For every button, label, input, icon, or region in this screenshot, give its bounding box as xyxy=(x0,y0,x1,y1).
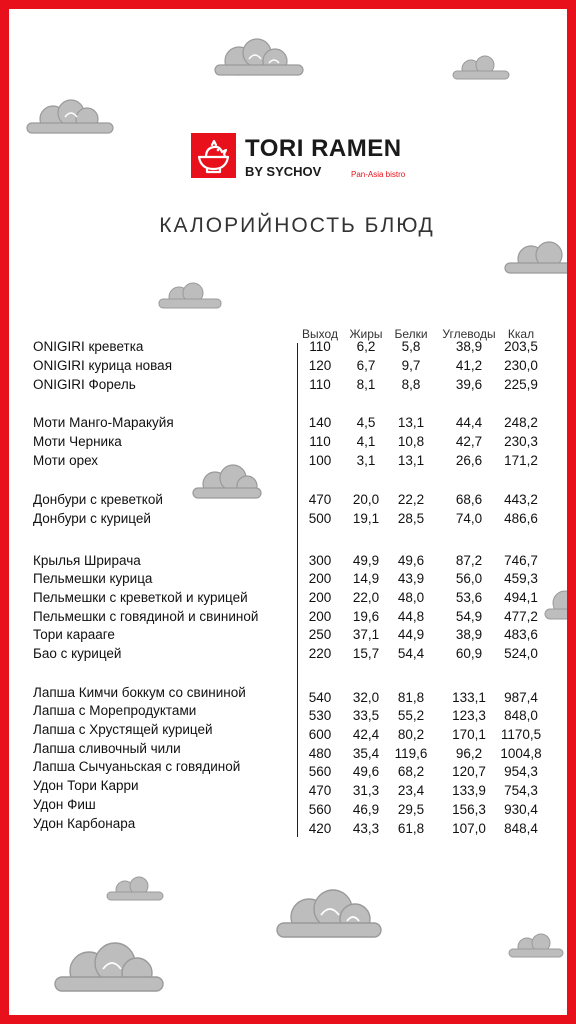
table-row xyxy=(9,646,576,665)
dish-name: Удон Тори Карри xyxy=(33,778,139,793)
cell-kcal: 230,0 xyxy=(504,358,538,373)
cell-protein: 43,9 xyxy=(397,571,425,586)
dish-name: Моти орех xyxy=(33,453,99,468)
cell-protein: 55,2 xyxy=(397,708,425,723)
cell-carbs: 156,3 xyxy=(452,802,486,817)
cell-carbs: 120,7 xyxy=(452,764,486,779)
cell-fat: 6,7 xyxy=(356,358,376,373)
dish-name: Бао с курицей xyxy=(33,646,122,661)
cell-protein: 13,1 xyxy=(397,415,425,430)
table-row xyxy=(9,511,576,530)
table-row xyxy=(9,685,576,704)
cell-output: 200 xyxy=(308,590,332,605)
cell-fat: 49,6 xyxy=(352,764,380,779)
cell-protein: 81,8 xyxy=(397,690,425,705)
cell-protein: 23,4 xyxy=(397,783,425,798)
cell-carbs: 56,0 xyxy=(455,571,483,586)
cell-carbs: 107,0 xyxy=(452,821,486,836)
cell-kcal: 930,4 xyxy=(504,802,538,817)
cell-fat: 19,1 xyxy=(352,511,380,526)
cell-protein: 44,9 xyxy=(397,627,425,642)
cell-kcal: 524,0 xyxy=(504,646,538,661)
cell-kcal: 954,3 xyxy=(504,764,538,779)
cell-fat: 8,1 xyxy=(356,377,376,392)
cloud-decoration xyxy=(49,937,169,1007)
cloud-decoration xyxy=(23,97,119,141)
cell-fat: 42,4 xyxy=(352,727,380,742)
cell-carbs: 26,6 xyxy=(455,453,483,468)
dish-name: Моти Черника xyxy=(33,434,122,449)
cell-protein: 9,7 xyxy=(401,358,421,373)
cell-fat: 15,7 xyxy=(352,646,380,661)
cell-output: 560 xyxy=(308,802,332,817)
brand-tagline: Pan-Asia bistro xyxy=(351,170,406,179)
dish-name: Удон Фиш xyxy=(33,797,96,812)
cell-kcal: 754,3 xyxy=(504,783,538,798)
dish-name: Крылья Шрирача xyxy=(33,553,141,568)
cell-kcal: 746,7 xyxy=(504,553,538,568)
cell-carbs: 39,6 xyxy=(455,377,483,392)
table-row xyxy=(9,759,576,778)
cell-carbs: 123,3 xyxy=(452,708,486,723)
table-row xyxy=(9,339,576,358)
cell-protein: 22,2 xyxy=(397,492,425,507)
cell-output: 250 xyxy=(308,627,332,642)
brand-subtitle: BY SYCHOV xyxy=(245,164,322,179)
dish-name: Лапша с Хрустящей курицей xyxy=(33,722,213,737)
cell-kcal: 1004,8 xyxy=(500,746,542,761)
cell-carbs: 96,2 xyxy=(455,746,483,761)
cell-output: 120 xyxy=(308,358,332,373)
cell-output: 480 xyxy=(308,746,332,761)
table-row xyxy=(9,741,576,760)
table-row xyxy=(9,816,576,835)
cell-kcal: 443,2 xyxy=(504,492,538,507)
cell-kcal: 248,2 xyxy=(504,415,538,430)
dish-name: Лапша Сычуаньская с говядиной xyxy=(33,759,241,774)
dish-name: Пельмешки курица xyxy=(33,571,153,586)
dish-name: Лапша Кимчи боккум со свининой xyxy=(33,685,246,700)
cell-protein: 49,6 xyxy=(397,553,425,568)
cell-carbs: 38,9 xyxy=(455,627,483,642)
table-row xyxy=(9,722,576,741)
cloud-decoration xyxy=(103,875,167,907)
cell-kcal: 230,3 xyxy=(504,434,538,449)
dish-name: Пельмешки с говядиной и свининой xyxy=(33,609,259,624)
cell-carbs: 68,6 xyxy=(455,492,483,507)
table-row xyxy=(9,492,576,511)
cell-fat: 43,3 xyxy=(352,821,380,836)
cloud-decoration xyxy=(269,887,389,953)
table-row xyxy=(9,590,576,609)
dish-name: Лапша с Морепродуктами xyxy=(33,703,197,718)
cell-fat: 33,5 xyxy=(352,708,380,723)
page-title: КАЛОРИЙНОСТЬ БЛЮД xyxy=(159,214,435,237)
cell-fat: 20,0 xyxy=(352,492,380,507)
cell-protein: 8,8 xyxy=(401,377,421,392)
cell-fat: 46,9 xyxy=(352,802,380,817)
cell-carbs: 54,9 xyxy=(455,609,483,624)
table-row xyxy=(9,571,576,590)
cell-carbs: 42,7 xyxy=(455,434,483,449)
cell-output: 110 xyxy=(309,434,331,449)
cell-output: 500 xyxy=(308,511,332,526)
header-kcal: Ккал xyxy=(507,327,535,341)
cell-kcal: 483,6 xyxy=(504,627,538,642)
header-output: Выход xyxy=(302,327,338,341)
brand-name: TORI RAMEN xyxy=(245,135,402,162)
cell-output: 220 xyxy=(308,646,332,661)
cell-carbs: 133,1 xyxy=(452,690,486,705)
cell-output: 110 xyxy=(309,339,331,354)
dish-name: Моти Манго-Маракуйя xyxy=(33,415,174,430)
cell-protein: 80,2 xyxy=(397,727,425,742)
cell-output: 540 xyxy=(308,690,332,705)
cloud-decoration xyxy=(501,239,576,281)
cell-fat: 14,9 xyxy=(352,571,380,586)
table-row xyxy=(9,415,576,434)
cloud-decoration xyxy=(507,933,567,963)
cell-protein: 68,2 xyxy=(397,764,425,779)
cell-fat: 6,2 xyxy=(356,339,376,354)
cell-output: 470 xyxy=(308,492,332,507)
cell-kcal: 486,6 xyxy=(504,511,538,526)
cell-output: 470 xyxy=(308,783,332,798)
cloud-decoration xyxy=(155,281,225,315)
table-row xyxy=(9,797,576,816)
cell-kcal: 987,4 xyxy=(504,690,538,705)
cell-fat: 32,0 xyxy=(352,690,380,705)
header-protein: Белки xyxy=(394,327,428,341)
cell-output: 420 xyxy=(308,821,332,836)
cell-protein: 48,0 xyxy=(397,590,425,605)
cell-carbs: 74,0 xyxy=(455,511,483,526)
cell-carbs: 38,9 xyxy=(455,339,483,354)
cell-fat: 3,1 xyxy=(356,453,376,468)
cloud-decoration xyxy=(209,37,309,83)
cell-kcal: 494,1 xyxy=(504,590,538,605)
cell-kcal: 848,0 xyxy=(504,708,538,723)
dish-name: Лапша сливочный чили xyxy=(33,741,181,756)
cell-output: 300 xyxy=(308,553,332,568)
table-row xyxy=(9,609,576,628)
cell-protein: 44,8 xyxy=(397,609,425,624)
cell-protein: 119,6 xyxy=(394,746,428,761)
dish-name: ONIGIRI курица новая xyxy=(33,358,173,373)
dish-name: Удон Карбонара xyxy=(33,816,136,831)
table-row xyxy=(9,703,576,722)
cell-kcal: 225,9 xyxy=(504,377,538,392)
cell-protein: 13,1 xyxy=(397,453,425,468)
dish-name: ONIGIRI креветка xyxy=(33,339,144,354)
dish-name: Донбури с курицей xyxy=(33,511,151,526)
cell-protein: 28,5 xyxy=(397,511,425,526)
cell-output: 560 xyxy=(308,764,332,779)
table-row xyxy=(9,453,576,472)
cell-carbs: 41,2 xyxy=(455,358,483,373)
cell-output: 110 xyxy=(309,377,331,392)
cell-carbs: 170,1 xyxy=(452,727,486,742)
cell-output: 600 xyxy=(308,727,332,742)
cell-carbs: 53,6 xyxy=(455,590,483,605)
cell-carbs: 133,9 xyxy=(452,783,486,798)
cell-protein: 10,8 xyxy=(397,434,425,449)
dish-name: Пельмешки с креветкой и курицей xyxy=(33,590,248,605)
cell-carbs: 60,9 xyxy=(455,646,483,661)
cell-protein: 5,8 xyxy=(401,339,421,354)
dish-name: Донбури с креветкой xyxy=(33,492,163,507)
cell-fat: 4,1 xyxy=(356,434,376,449)
header-carbs: Углеводы xyxy=(442,327,496,341)
cell-output: 140 xyxy=(308,415,332,430)
bowl-bird-icon xyxy=(191,133,236,178)
cell-kcal: 477,2 xyxy=(504,609,538,624)
cell-kcal: 171,2 xyxy=(504,453,538,468)
cell-output: 200 xyxy=(308,571,332,586)
cloud-decoration xyxy=(449,55,513,83)
table-row xyxy=(9,627,576,646)
cell-output: 530 xyxy=(308,708,332,723)
table-row xyxy=(9,377,576,396)
cell-carbs: 87,2 xyxy=(455,553,483,568)
table-row xyxy=(9,553,576,572)
cell-fat: 19,6 xyxy=(352,609,380,624)
cell-fat: 22,0 xyxy=(352,590,380,605)
dish-name: Тори карааге xyxy=(33,627,115,642)
cell-kcal: 203,5 xyxy=(504,339,538,354)
cell-kcal: 1170,5 xyxy=(500,727,542,742)
cell-protein: 61,8 xyxy=(397,821,425,836)
cell-fat: 37,1 xyxy=(352,627,380,642)
cell-protein: 29,5 xyxy=(397,802,425,817)
cell-fat: 35,4 xyxy=(352,746,380,761)
header-fat: Жиры xyxy=(349,327,383,341)
cell-fat: 31,3 xyxy=(352,783,380,798)
cell-carbs: 44,4 xyxy=(455,415,483,430)
table-row xyxy=(9,358,576,377)
cell-fat: 49,9 xyxy=(352,553,380,568)
cell-output: 100 xyxy=(308,453,332,468)
table-row xyxy=(9,778,576,797)
table-row xyxy=(9,434,576,453)
cell-fat: 4,5 xyxy=(356,415,376,430)
brand-logo xyxy=(191,133,423,183)
cell-protein: 54,4 xyxy=(397,646,425,661)
dish-name: ONIGIRI Форель xyxy=(33,377,136,392)
cell-output: 200 xyxy=(308,609,332,624)
cell-kcal: 848,4 xyxy=(504,821,538,836)
cell-kcal: 459,3 xyxy=(504,571,538,586)
